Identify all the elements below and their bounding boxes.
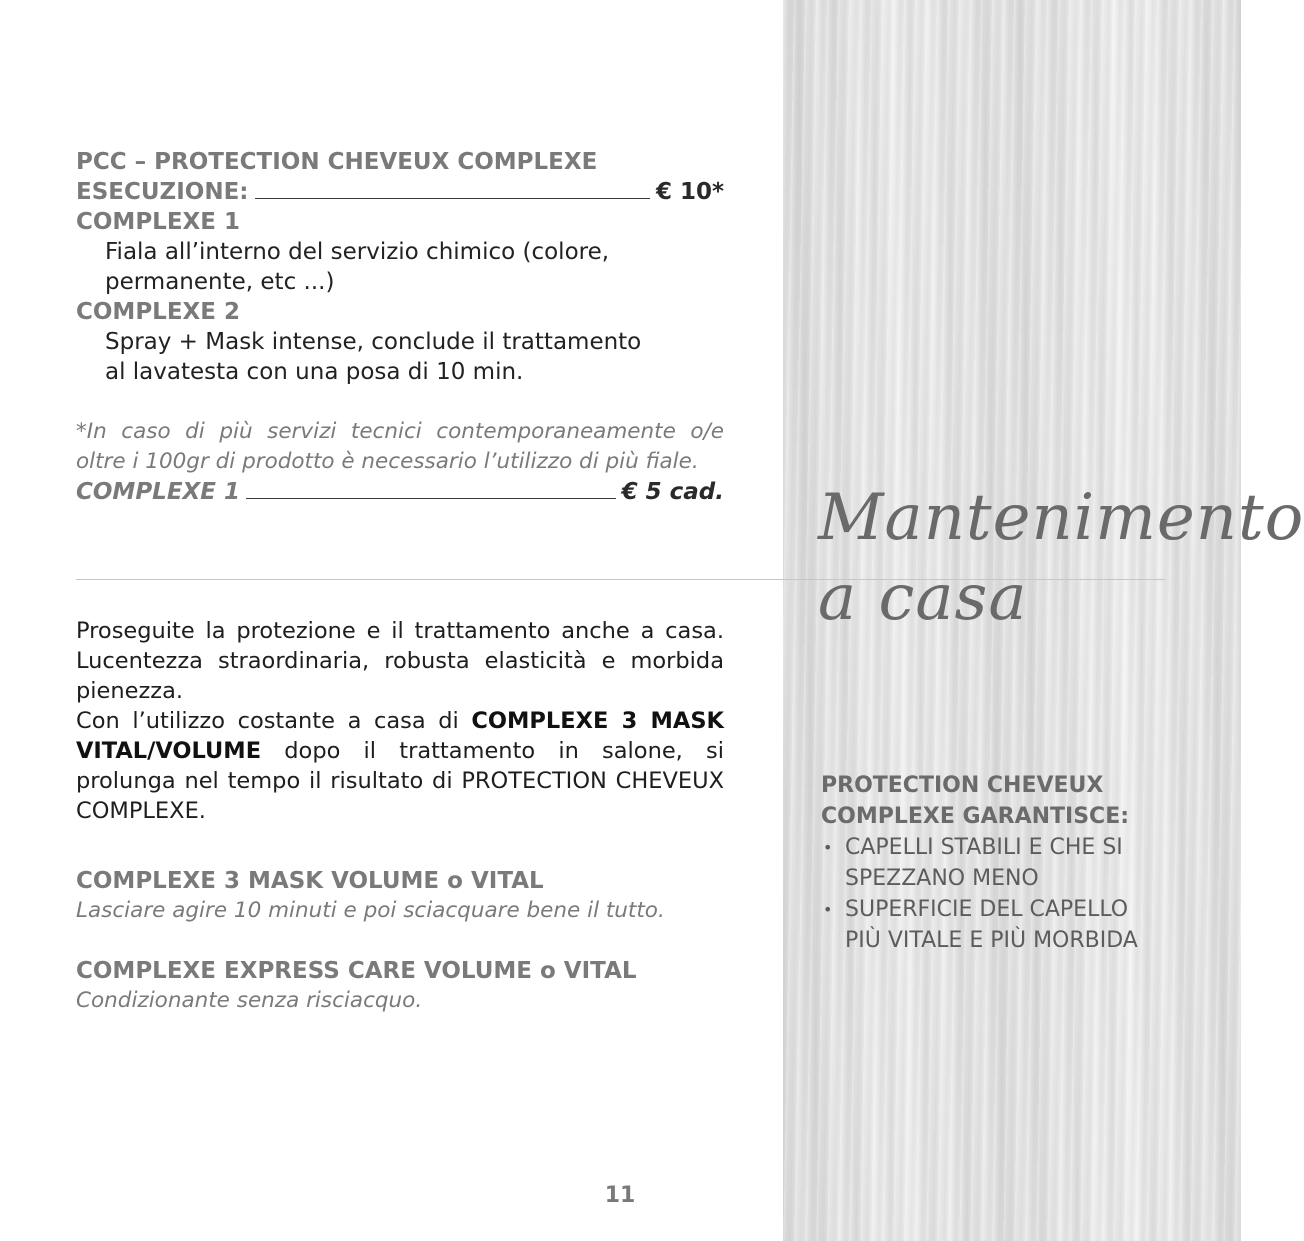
product2-desc: Condizionante senza risciacquo. (76, 988, 423, 1013)
surcharge-note: *In caso di più servizi tecnici contemporaneamente o/e oltre i 100gr di prodotto è necessario l’utilizzo di più fiale. (76, 419, 724, 474)
extra-label: COMPLEXE 1 (76, 479, 240, 505)
usage-paragraph (76, 706, 724, 826)
benefits-list (821, 832, 1201, 956)
usage-product-name: COMPLEXE 3 MASK VITAL/VOLUME (76, 708, 724, 764)
complexe1-desc-line2: permanente, etc ...) (105, 269, 335, 295)
bullet-icon: • (823, 838, 833, 857)
bullet-icon: • (823, 900, 833, 919)
service-section (76, 147, 724, 507)
script-heading-line2: a casa (818, 561, 1028, 635)
script-heading (818, 478, 1304, 638)
service-title: PCC – PROTECTION CHEVEUX COMPLEXE (76, 149, 598, 175)
benefit-line: PIÙ VITALE E PIÙ MORBIDA (845, 928, 1138, 953)
dotted-leader (255, 180, 650, 199)
benefit-line: SPEZZANO MENO (845, 866, 1039, 891)
complexe1-desc-line1: Fiala all’interno del servizio chimico (colore, (105, 239, 610, 265)
complexe2-desc-line1: Spray + Mask intense, conclude il trattamento (105, 329, 642, 355)
benefit-item (821, 832, 1201, 894)
home-care-section (76, 616, 724, 1016)
dotted-leader (246, 480, 616, 499)
complexe2-title: COMPLEXE 2 (76, 299, 240, 325)
benefits-heading-line1: PROTECTION CHEVEUX (821, 773, 1104, 798)
usage-text-end: dopo il trattamento in salone, si prolunga nel tempo il risultato di PROTECTION CHEVEUX COMPLEXE. (76, 738, 724, 824)
benefits-heading-line2: COMPLEXE GARANTISCE: (821, 804, 1130, 829)
product1-desc: Lasciare agire 10 minuti e poi sciacquare bene il tutto. (76, 898, 665, 923)
usage-text-start: Con l’utilizzo costante a casa di (76, 708, 472, 734)
product1-title: COMPLEXE 3 MASK VOLUME o VITAL (76, 868, 544, 894)
complexe2-desc-line2: al lavatesta con una posa di 10 min. (105, 359, 524, 385)
benefit-line: CAPELLI STABILI E CHE SI (845, 835, 1123, 860)
extra-price: € 5 cad. (621, 479, 724, 505)
execution-label: ESECUZIONE: (76, 179, 249, 205)
intro-paragraph: Proseguite la protezione e il trattamento anche a casa. Lucentezza straordinaria, robusta elasticità e morbida pienezza. (76, 618, 724, 704)
extra-row (76, 477, 724, 507)
complexe1-title: COMPLEXE 1 (76, 209, 240, 235)
page-number: 11 (604, 1183, 636, 1208)
benefit-line: SUPERFICIE DEL CAPELLO (845, 897, 1129, 922)
benefit-item (821, 894, 1201, 956)
product2-title: COMPLEXE EXPRESS CARE VOLUME o VITAL (76, 958, 637, 984)
benefits-box (821, 770, 1201, 956)
execution-row (76, 177, 724, 207)
execution-price: € 10* (655, 179, 724, 205)
script-heading-line1: Mantenimento (818, 481, 1304, 555)
